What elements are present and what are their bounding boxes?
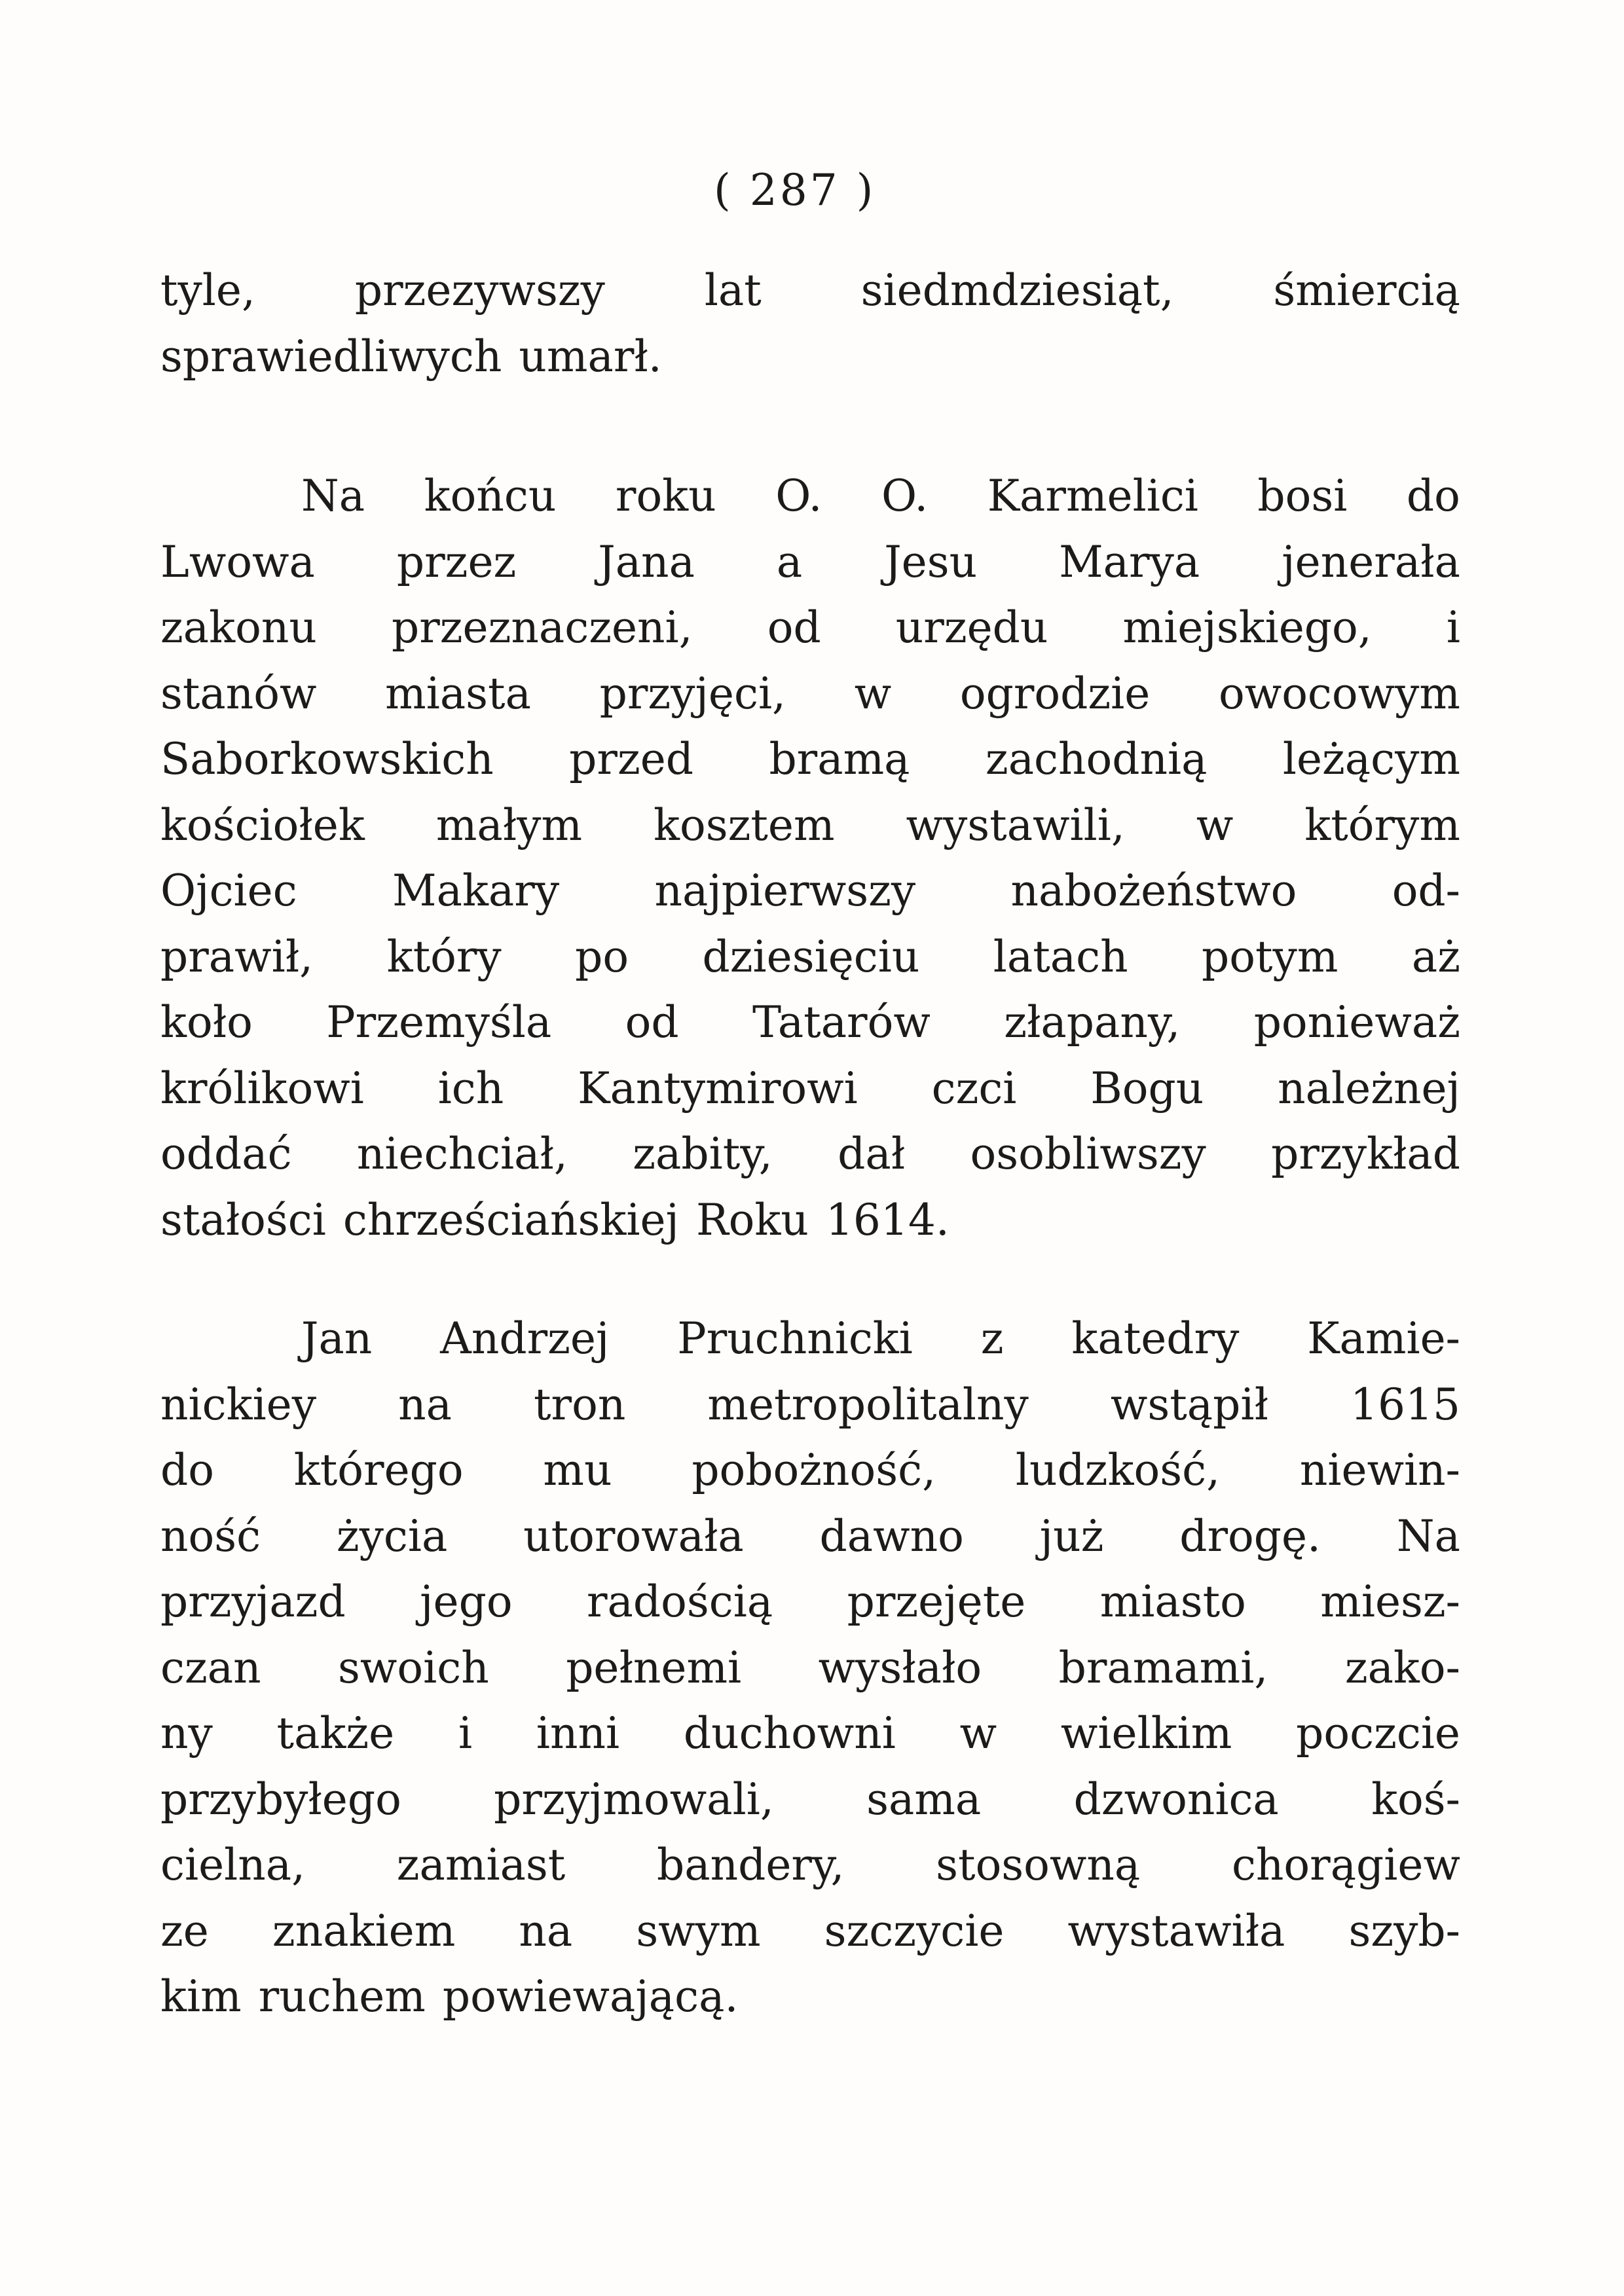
paragraph-karmelici (160, 464, 1460, 1253)
text-line: prawił, który po dziesięciu latach potym aż (160, 931, 1460, 982)
text-line: sprawiedliwych umarł. (160, 331, 662, 382)
text-line: oddać niechciał, zabity, dał osobliwszy przykład (160, 1129, 1460, 1179)
text-line: kościołek małym kosztem wystawili, w którym (160, 799, 1460, 850)
text-line: koło Przemyśla od Tatarów złapany, ponieważ (160, 997, 1460, 1048)
text-line: ność życia utorowała dawno już drogę. Na (160, 1510, 1460, 1561)
paragraph-pruchnicki (160, 1306, 1460, 2030)
text-line: przyjazd jego radością przejęte miasto miesz- (160, 1576, 1460, 1627)
text-line: do którego mu pobożność, ludzkość, niewin- (160, 1445, 1460, 1495)
paragraph-continuation (160, 258, 1460, 390)
text-line: Saborkowskich przed bramą zachodnią leżącym (160, 734, 1460, 784)
text-line: stałości chrześciańskiej Roku 1614. (160, 1194, 950, 1245)
text-line: cielna, zamiast bandery, stosowną chorągiew (160, 1840, 1460, 1890)
text-line: stanów miasta przyjęci, w ogrodzie owocowym (160, 668, 1460, 719)
text-line: ze znakiem na swym szczycie wystawiła szyb- (160, 1905, 1460, 1956)
text-line: tyle, przezywszy lat siedmdziesiąt, śmiercią (160, 265, 1460, 316)
text-line: Ojciec Makary najpierwszy nabożeństwo od- (160, 866, 1460, 916)
page-number: ( 287 ) (714, 165, 876, 215)
text-line: przybyłego przyjmowali, sama dzwonica koś- (160, 1774, 1460, 1825)
text-line: królikowi ich Kantymirowi czci Bogu należnej (160, 1063, 1460, 1114)
text-line: Na końcu roku O. O. Karmelici bosi do (301, 471, 1460, 521)
text-line: kim ruchem powiewającą. (160, 1971, 739, 2022)
text-line: Jan Andrzej Pruchnicki z katedry Kamie- (301, 1313, 1460, 1364)
text-line: czan swoich pełnemi wysłało bramami, zako- (160, 1642, 1460, 1693)
text-line: ny także i inni duchowni w wielkim poczcie (160, 1708, 1460, 1758)
text-line: nickiey na tron metropolitalny wstąpił 1615 (160, 1379, 1460, 1430)
text-line: zakonu przeznaczeni, od urzędu miejskiego, i (160, 602, 1460, 653)
text-line: Lwowa przez Jana a Jesu Marya jenerała (160, 536, 1460, 587)
